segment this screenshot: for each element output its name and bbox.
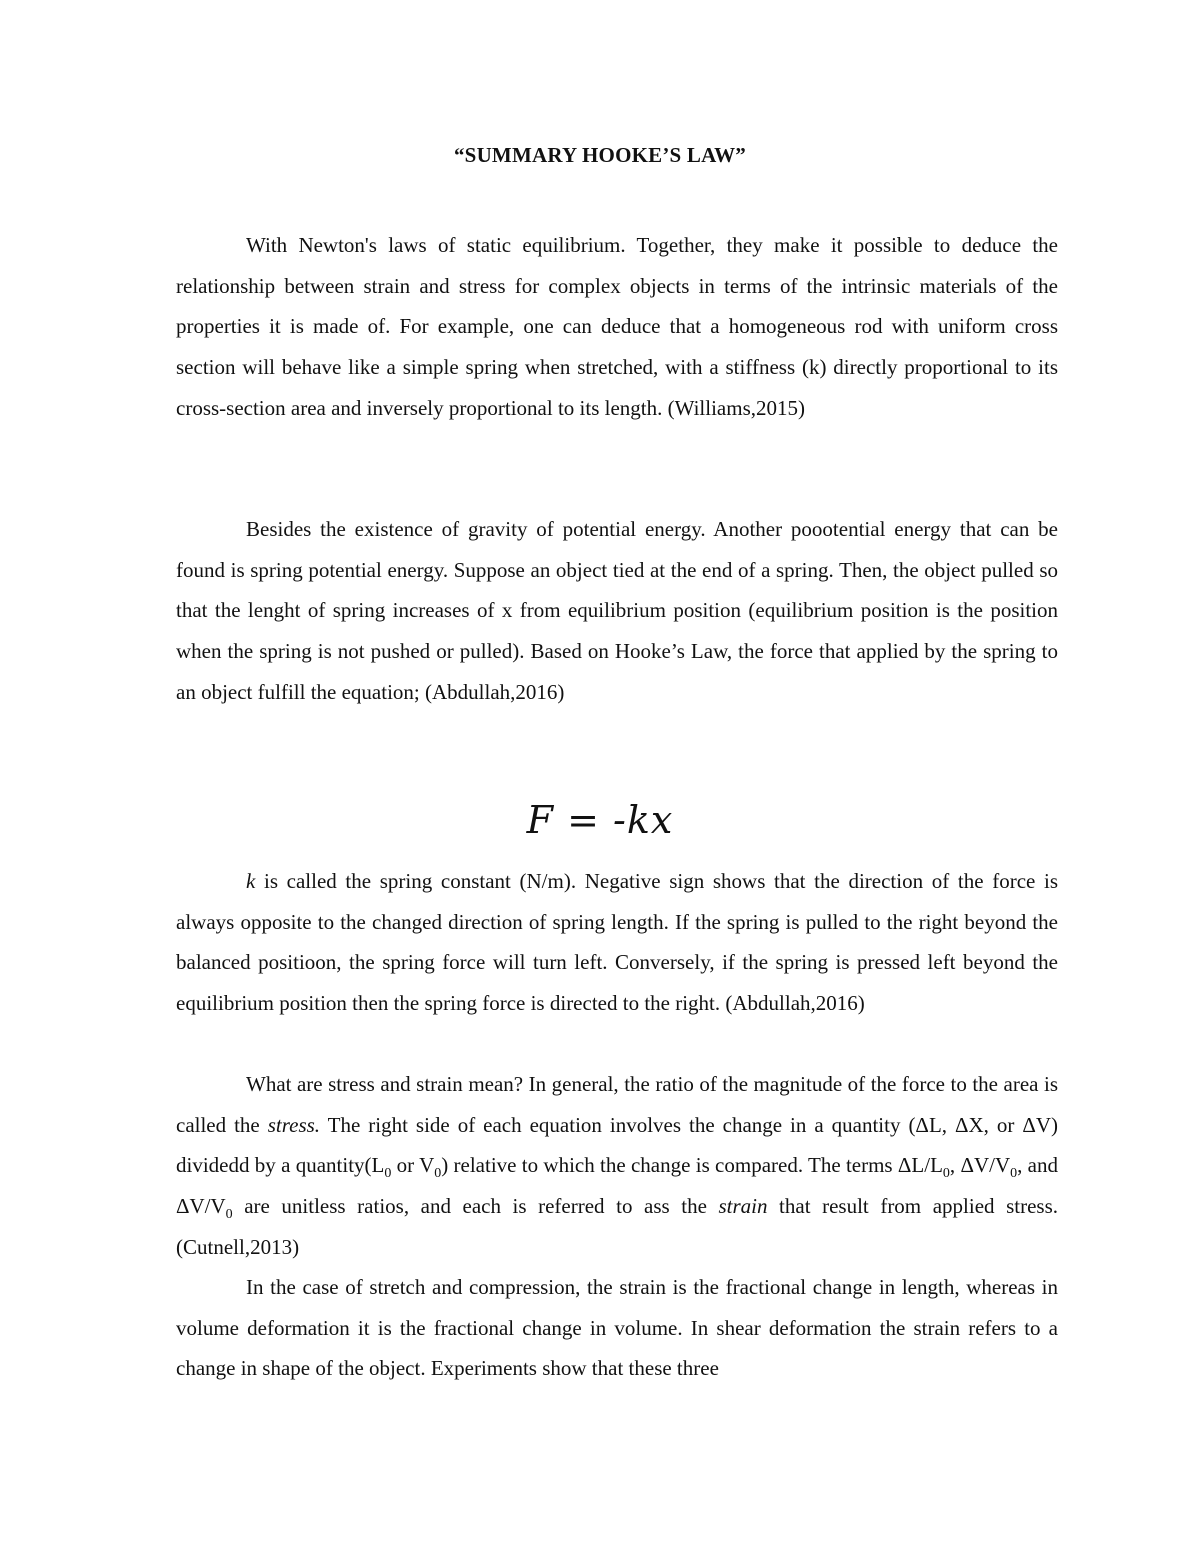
stress-term: stress. bbox=[267, 1112, 321, 1137]
p4-text-1: What are stress and strain mean? In general, the ratio of the magnitude of the force to the area is called the bbox=[176, 1072, 1058, 1137]
paragraph-spring-potential-energy: Besides the existence of gravity of potential energy. Another poootential energy that can be found is spring potential energy. Suppose an object tied at the end of a spring. Then, the object pulled so that the lenght of spring increases of x from equilibrium position (equilibrium position is the position when the spring is not pushed or pulled). Based on Hooke’s Law, the force that applied by the spring to an object fulfill the equation; (Abdullah,2016) bbox=[176, 517, 1058, 704]
paragraph-newton-laws: With Newton's laws of static equilibrium. Together, they make it possible to deduce the relationship between strain and stress for complex objects in terms of the intrinsic materials of the properties it is made of. For example, one can deduce that a homogeneous rod with uniform cross section will behave like a simple spring when stretched, with a stiffness (k) directly proportional to its cross-section area and inversely proportional to its length. (Williams,2015) bbox=[176, 233, 1058, 420]
subscript-zero: 0 bbox=[942, 1166, 950, 1182]
p4-text-2: The right side of each equation involves the change in a quantity (ΔL, ΔX, or ΔV) dividedd by a quantity(L bbox=[176, 1112, 1058, 1178]
subscript-zero: 0 bbox=[1010, 1166, 1018, 1182]
paragraph-spring-constant bbox=[176, 861, 1058, 1024]
p4-text-7: are unitless ratios, and each is referred to ass the bbox=[232, 1194, 719, 1219]
p4-text-8: that result from applied stress. (Cutnell,2013) bbox=[176, 1194, 1058, 1259]
paragraph-spring-constant-text: is called the spring constant (N/m). Negative sign shows that the direction of the force is always opposite to the changed direction of spring length. If the spring is pulled to the right beyond the balanced positioon, the spring force will turn left. Conversely, if the spring is pressed left beyond the equilibrium position then the spring force is directed to the right. (Abdullah,2016) bbox=[176, 869, 1058, 1016]
document-title: “SUMMARY HOOKE’S LAW” bbox=[453, 143, 747, 167]
hookes-law-formula: F = -kx bbox=[526, 798, 674, 842]
k-symbol: k bbox=[246, 869, 256, 893]
subscript-zero: 0 bbox=[225, 1207, 233, 1223]
subscript-zero: 0 bbox=[434, 1166, 442, 1182]
paragraph-stress-strain bbox=[176, 1064, 1058, 1268]
p4-text-6: , and ΔV/V bbox=[176, 1153, 1058, 1219]
p4-text-5: , ΔV/V bbox=[949, 1153, 1011, 1178]
strain-term: strain bbox=[718, 1194, 768, 1219]
p4-text-4: ) relative to which the change is compared. The terms ΔL/L bbox=[441, 1153, 943, 1178]
p4-text-3: or V bbox=[391, 1153, 435, 1178]
paragraph-deformation: In the case of stretch and compression, the strain is the fractional change in length, whereas in volume deformation it is the fractional change in volume. In shear deformation the strain refers to a change in shape of the object. Experiments show that these three bbox=[176, 1275, 1058, 1381]
subscript-zero: 0 bbox=[384, 1166, 392, 1182]
